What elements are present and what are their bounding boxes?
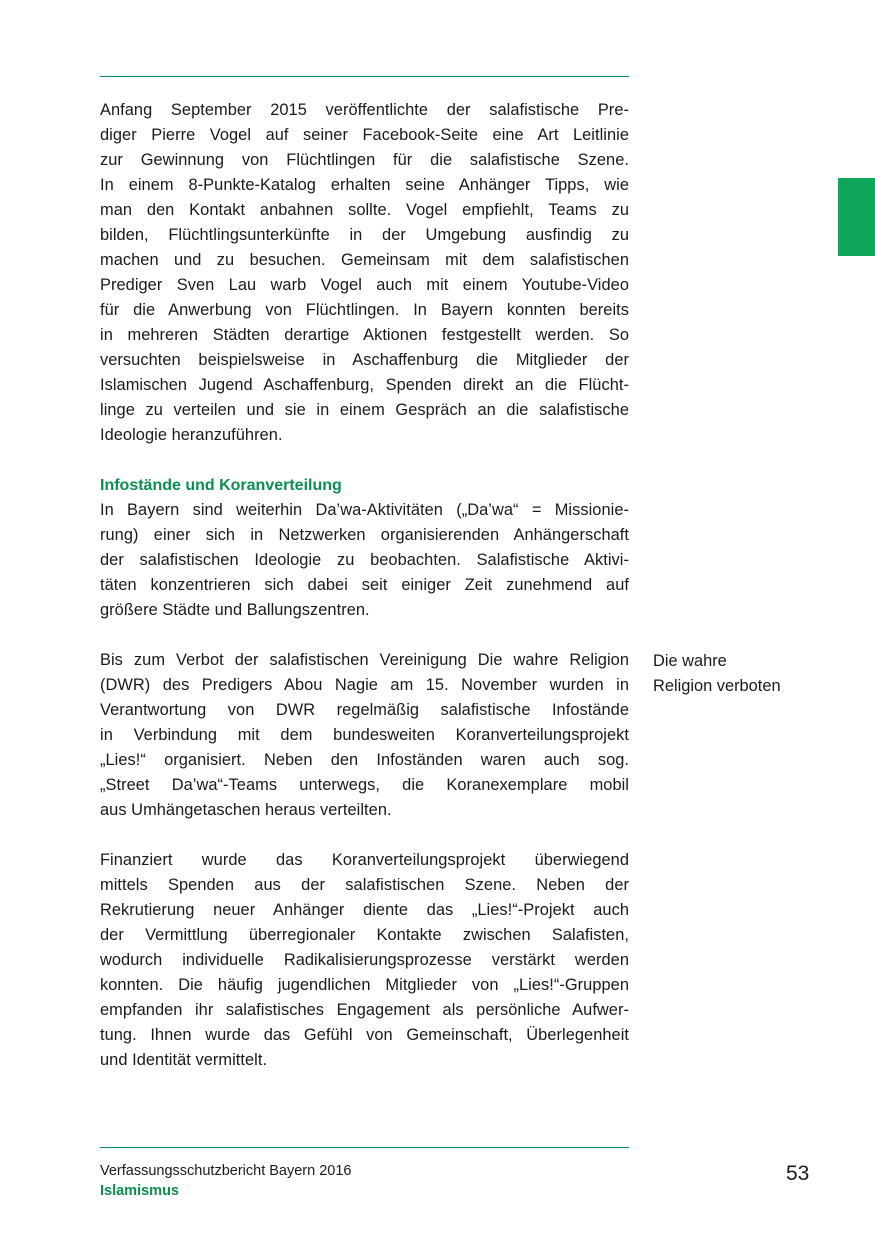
text-line: in mehreren Städten derartige Aktionen festgestellt werden. So: [100, 326, 629, 344]
text-line: wodurch individuelle Radikalisierungsprozesse verstärkt werden: [100, 951, 629, 969]
text-line: Prediger Sven Lau warb Vogel auch mit einem Youtube-Video: [100, 276, 629, 294]
text-line: linge zu verteilen und sie in einem Gespräch an die salafistische: [100, 401, 629, 419]
text-line: Finanziert wurde das Koranverteilungsprojekt überwiegend: [100, 851, 629, 869]
text-line: empfanden ihr salafistisches Engagement als persönliche Aufwer-: [100, 1001, 629, 1019]
margin-note-line: Religion verboten: [653, 677, 781, 695]
text-line: bilden, Flüchtlingsunterkünfte in der Umgebung ausfindig zu: [100, 226, 629, 244]
text-line: konnten. Die häufig jugendlichen Mitglieder von „Lies!“-Gruppen: [100, 976, 629, 994]
footer: [100, 1161, 351, 1201]
footer-publication: Verfassungsschutzbericht Bayern 2016: [100, 1163, 352, 1179]
text-line: (DWR) des Predigers Abou Nagie am 15. November wurden in: [100, 676, 629, 694]
text-line: mittels Spenden aus der salafistischen Szene. Neben der: [100, 876, 629, 894]
text-line: der Vermittlung überregionaler Kontakte zwischen Salafisten,: [100, 926, 629, 944]
text-line: Ideologie heranzuführen.: [100, 426, 283, 444]
section-heading: Infostände und Koranverteilung: [100, 477, 342, 494]
text-line: „Street Da’wa“-Teams unterwegs, die Koranexemplare mobil: [100, 776, 629, 794]
text-line: Islamischen Jugend Aschaffenburg, Spenden direkt an die Flücht-: [100, 376, 629, 394]
text-line: der salafistischen Ideologie zu beobachten. Salafistische Aktivi-: [100, 551, 629, 569]
text-line: diger Pierre Vogel auf seiner Facebook-Seite eine Art Leitlinie: [100, 126, 629, 144]
paragraph-financing: [100, 848, 629, 1073]
text-line: in Verbindung mit dem bundesweiten Koranverteilungsprojekt: [100, 726, 629, 744]
paragraph-refugee-recruitment: [100, 98, 629, 448]
text-line: In einem 8-Punkte-Katalog erhalten seine Anhänger Tipps, wie: [100, 176, 629, 194]
footer-section: Islamismus: [100, 1183, 179, 1199]
text-line: Bis zum Verbot der salafistischen Vereinigung Die wahre Religion: [100, 651, 629, 669]
text-line: man den Kontakt anbahnen sollte. Vogel empfiehlt, Teams zu: [100, 201, 629, 219]
text-line: für die Anwerbung von Flüchtlingen. In Bayern konnten bereits: [100, 301, 629, 319]
text-line: zur Gewinnung von Flüchtlingen für die salafistische Szene.: [100, 151, 629, 169]
text-line: Anfang September 2015 veröffentlichte der salafistische Pre-: [100, 101, 629, 119]
text-line: und Identität vermittelt.: [100, 1051, 268, 1069]
paragraph-dawa-activities: [100, 498, 629, 623]
page-number: 53: [786, 1162, 810, 1185]
footer-rule: [100, 1147, 629, 1148]
text-line: versuchten beispielsweise in Aschaffenburg die Mitglieder der: [100, 351, 629, 369]
margin-note: [653, 649, 781, 699]
text-line: aus Umhängetaschen heraus verteilten.: [100, 801, 392, 819]
main-text-column: [100, 98, 629, 1073]
text-line: In Bayern sind weiterhin Da’wa-Aktivitäten („Da’wa“ = Missionie-: [100, 501, 629, 519]
text-line: rung) einer sich in Netzwerken organisierenden Anhängerschaft: [100, 526, 629, 544]
text-line: Rekrutierung neuer Anhänger diente das „Lies!“-Projekt auch: [100, 901, 629, 919]
text-line: „Lies!“ organisiert. Neben den Infoständen waren auch sog.: [100, 751, 629, 769]
text-line: größere Städte und Ballungszentren.: [100, 601, 370, 619]
paragraph-dwr-ban: [100, 648, 629, 823]
top-rule: [100, 76, 629, 77]
margin-note-line: Die wahre: [653, 652, 727, 670]
text-line: Verantwortung von DWR regelmäßig salafistische Infostände: [100, 701, 629, 719]
text-line: täten konzentrieren sich dabei seit einiger Zeit zunehmend auf: [100, 576, 629, 594]
text-line: tung. Ihnen wurde das Gefühl von Gemeinschaft, Überlegenheit: [100, 1026, 629, 1044]
text-line: machen und zu besuchen. Gemeinsam mit dem salafistischen: [100, 251, 629, 269]
chapter-tab-marker: [838, 178, 875, 256]
